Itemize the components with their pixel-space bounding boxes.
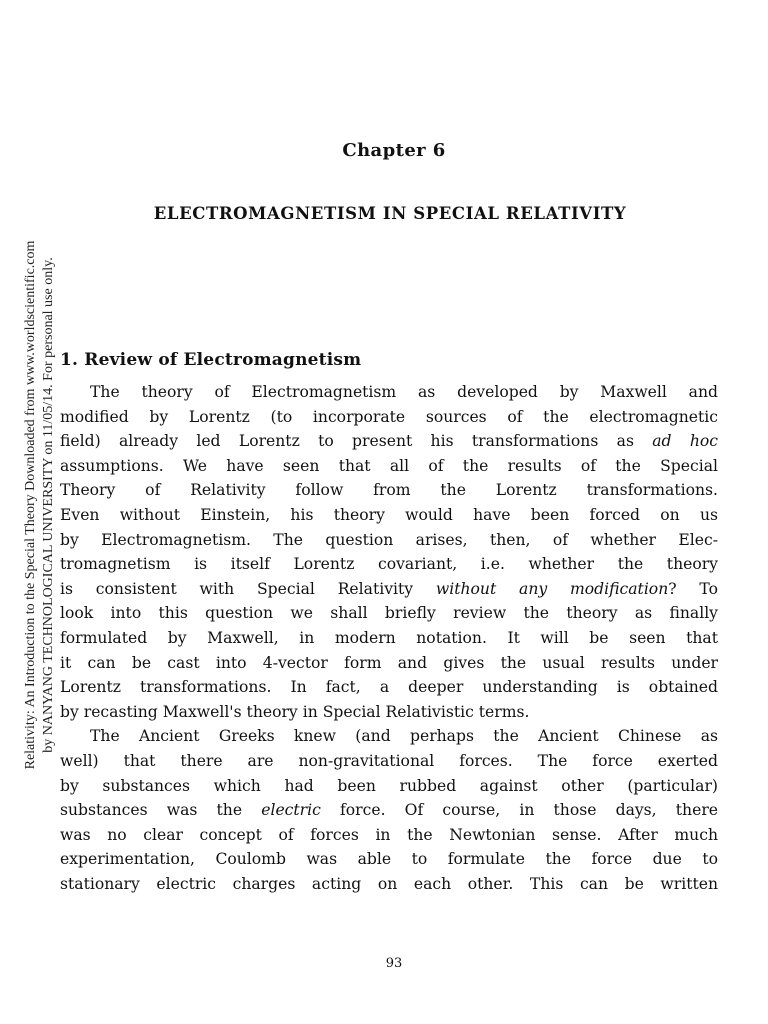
page-number: 93 bbox=[385, 956, 403, 971]
italic-text: electric bbox=[261, 801, 321, 820]
paragraph-1-line: The theory of Electromagnetism as developed by Maxwell and bbox=[90, 383, 718, 401]
paragraph-1-line: look into this question we shall briefly review the theory as finally bbox=[60, 604, 718, 623]
chapter-label: Chapter 6 bbox=[342, 140, 446, 161]
italic-text: ad hoc bbox=[652, 432, 718, 451]
paragraph-1-line: Lorentz transformations. In fact, a deeper understanding is obtained bbox=[60, 678, 718, 697]
text-run: ? To bbox=[668, 579, 718, 598]
paragraph-1-line bbox=[60, 429, 718, 454]
paragraph-2-line: experimentation, Coulomb was able to formulate the force due to bbox=[60, 850, 718, 869]
download-notice-line-1: Relativity: An Introduction to the Special Theory Downloaded from www.worldscientific.com bbox=[23, 240, 38, 770]
paragraph-1-line: assumptions. We have seen that all of the results of the Special bbox=[60, 456, 718, 475]
paragraph-2-line bbox=[60, 798, 718, 823]
text-run: field) already led Lorentz to present his transformations as bbox=[60, 432, 653, 451]
chapter-title: ELECTROMAGNETISM IN SPECIAL RELATIVITY bbox=[153, 204, 627, 223]
paragraph-2-line: well) that there are non-gravitational forces. The force exerted bbox=[60, 751, 718, 770]
paragraph-2-line: The Ancient Greeks knew (and perhaps the Ancient Chinese as bbox=[90, 727, 718, 746]
paragraph-1-line: modified by Lorentz (to incorporate sources of the electromagnetic bbox=[60, 407, 718, 426]
paragraph-1-line bbox=[60, 577, 718, 602]
paragraph-1-line: tromagnetism is itself Lorentz covariant, i.e. whether the theory bbox=[60, 555, 718, 574]
paragraph-1-line: Even without Einstein, his theory would have been forced on us bbox=[60, 505, 718, 524]
italic-text: without any modification bbox=[435, 579, 669, 598]
text-run: force. Of course, in those days, there bbox=[320, 801, 719, 820]
paragraph-1-line: by Electromagnetism. The question arises, then, of whether Elec- bbox=[60, 530, 718, 549]
section-heading: 1. Review of Electromagnetism bbox=[60, 350, 362, 370]
text-run: is consistent with Special Relativity bbox=[60, 579, 436, 598]
paragraph-2-line: was no clear concept of forces in the Newtonian sense. After much bbox=[60, 825, 718, 844]
paragraph-2-line: stationary electric charges acting on each other. This can be written bbox=[60, 874, 718, 893]
download-notice-line-2: by NANYANG TECHNOLOGICAL UNIVERSITY on 11/05/14. For personal use only. bbox=[41, 257, 56, 753]
paragraph-1-line: it can be cast into 4-vector form and gives the usual results under bbox=[60, 653, 718, 672]
paragraph-1-line: formulated by Maxwell, in modern notation. It will be seen that bbox=[60, 628, 718, 647]
paragraph-1-line: Theory of Relativity follow from the Lorentz transformations. bbox=[60, 481, 718, 500]
paragraph-1-line: by recasting Maxwell's theory in Special Relativistic terms. bbox=[60, 702, 530, 721]
paragraph-2-line: by substances which had been rubbed against other (particular) bbox=[60, 776, 718, 795]
text-run: substances was the bbox=[60, 801, 262, 820]
download-notice bbox=[22, 225, 58, 785]
body-text bbox=[60, 380, 718, 896]
